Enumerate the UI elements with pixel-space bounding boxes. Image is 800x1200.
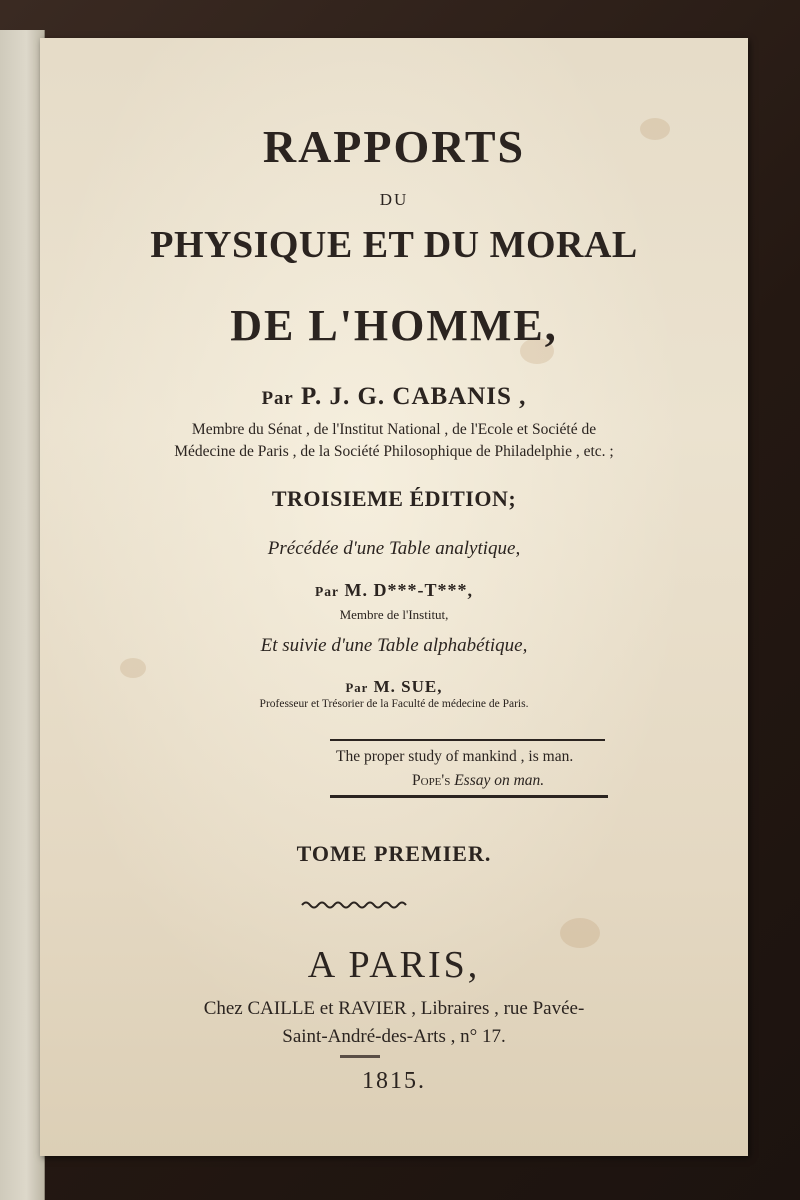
alpha-author-role: Professeur et Trésorier de la Faculté de médecine de Paris. xyxy=(259,698,529,710)
analytic-author-line xyxy=(40,580,748,601)
foxing-spot xyxy=(120,658,146,678)
alpha-author-par: Par xyxy=(345,681,369,695)
epigraph-top-rule xyxy=(330,739,605,741)
title-page xyxy=(40,38,748,1156)
alpha-author-line xyxy=(40,677,748,697)
author-affiliation-line-2: Médecine de Paris , de la Société Philosophique de Philadelphie , etc. ; xyxy=(174,443,614,460)
author-name: P. J. G. CABANIS , xyxy=(300,383,527,410)
imprint-publisher: Chez CAILLE et RAVIER , Libraires , rue Pavée- xyxy=(203,998,585,1019)
epigraph-quote: The proper study of mankind , is man. xyxy=(336,748,574,765)
imprint-address: Saint-André-des-Arts , n° 17. xyxy=(282,1026,506,1047)
analytic-author-role: Membre de l'Institut, xyxy=(339,607,449,622)
epigraph-source xyxy=(412,772,544,790)
epigraph-bottom-rule xyxy=(330,795,608,798)
epigraph-source-author: Pope's xyxy=(412,772,451,789)
analytic-author-par: Par xyxy=(315,584,339,599)
title-line-4: DE L'HOMME, xyxy=(230,301,558,350)
title-line-3: PHYSIQUE ET DU MORAL xyxy=(150,224,638,266)
edition: TROISIEME ÉDITION; xyxy=(271,486,517,511)
wavy-ornament xyxy=(300,898,410,910)
imprint-city: A PARIS, xyxy=(307,944,481,986)
analytic-author-name: M. D***-T***, xyxy=(344,580,473,600)
epigraph-source-title: Essay on man. xyxy=(454,772,545,789)
author-line xyxy=(40,383,748,411)
title-line-1: RAPPORTS xyxy=(262,121,526,172)
imprint-rule xyxy=(340,1055,380,1058)
book-cover-edge xyxy=(0,30,45,1200)
author-par: Par xyxy=(261,388,294,409)
title-line-2: DU xyxy=(379,190,409,209)
imprint-year: 1815. xyxy=(362,1068,426,1094)
followed-line: Et suivie d'une Table alphabétique, xyxy=(260,635,528,656)
author-affiliation-line-1: Membre du Sénat , de l'Institut National , de l'Ecole et Société de xyxy=(191,421,597,438)
alpha-author-name: M. SUE, xyxy=(373,677,443,696)
volume-label: TOME PREMIER. xyxy=(296,841,492,866)
preceded-line: Précédée d'une Table analytique, xyxy=(267,538,521,559)
